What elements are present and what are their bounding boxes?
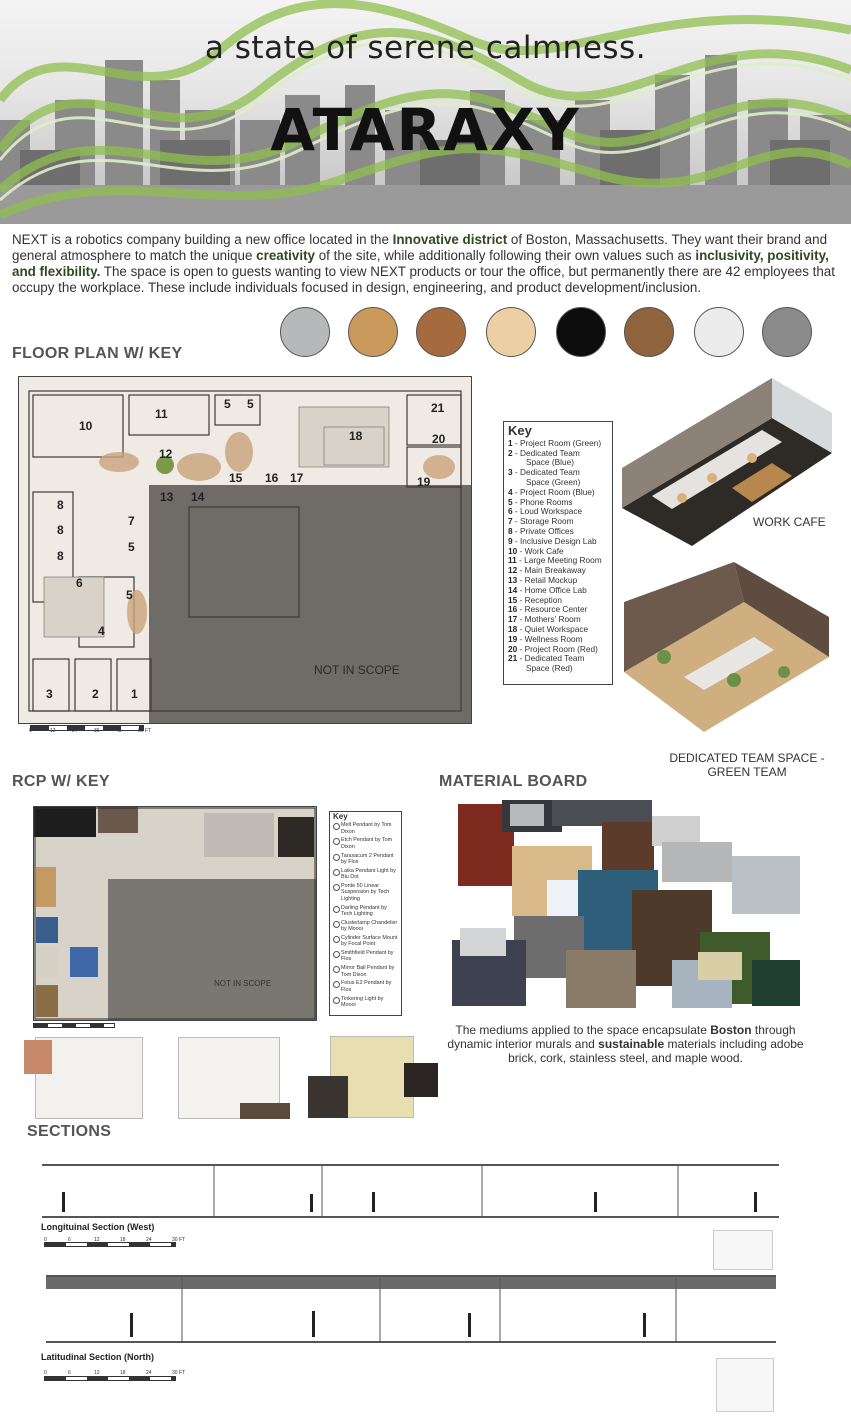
key-item: 4 - Project Room (Blue) xyxy=(508,486,595,497)
longitudinal-section-drawing xyxy=(42,1164,779,1218)
floor-plan-drawing xyxy=(18,376,472,724)
scale-bar-labels: 0 12 24 36 48 60 FT xyxy=(29,728,152,734)
key-item: 15 - Reception xyxy=(508,594,562,605)
rcp-heading: RCP W/ KEY xyxy=(12,773,110,790)
swatch-adobe-brick xyxy=(416,307,466,357)
key-item: 3 - Dedicated Team xyxy=(508,467,580,478)
room-label: 17 xyxy=(290,471,304,485)
rcp-key-item: Laika Pendant Light by Blu Dot xyxy=(333,868,398,881)
room-label: 12 xyxy=(159,447,173,461)
section-key-plan-image xyxy=(713,1230,773,1270)
page-title: ATARAXY xyxy=(270,96,581,164)
latitudinal-section-label: Latitudinal Section (North) xyxy=(41,1352,154,1362)
room-label: 5 xyxy=(126,588,133,602)
key-item: 19 - Wellness Room xyxy=(508,633,583,644)
swatch-black xyxy=(556,307,606,357)
room-label: 18 xyxy=(349,429,363,443)
rcp-key-item: Mirror Ball Pendant by Tom Dixon xyxy=(333,965,398,978)
key-item: 16 - Resource Center xyxy=(508,604,588,615)
section-key-plan-image xyxy=(716,1358,774,1412)
key-item: 18 - Quiet Workspace xyxy=(508,623,589,634)
swatch-walnut-wood xyxy=(624,307,674,357)
room-label: 11 xyxy=(155,407,168,421)
team-space-render xyxy=(624,562,829,737)
room-label: 8 xyxy=(57,498,64,512)
rcp-scale-bar xyxy=(33,1023,115,1028)
room-label: 15 xyxy=(229,471,243,485)
key-title: Key xyxy=(508,423,532,438)
key-item: 13 - Retail Mockup xyxy=(508,574,578,585)
sketch-photo-image xyxy=(308,1076,348,1118)
rcp-key-item: Clusterlamp Chandelier by Moooi xyxy=(333,920,398,933)
room-label: 4 xyxy=(98,624,105,638)
material-board-heading: MATERIAL BOARD xyxy=(439,773,588,790)
room-label: 1 xyxy=(131,687,138,701)
rcp-key-item: Etch Pendant by Tom Dixon xyxy=(333,837,398,850)
key-item: 2 - Dedicated Team xyxy=(508,447,580,458)
room-label: 2 xyxy=(92,687,99,701)
key-item: 9 - Inclusive Design Lab xyxy=(508,535,597,546)
key-item: 5 - Phone Rooms xyxy=(508,496,573,507)
key-item: Space (Blue) xyxy=(526,457,574,468)
room-label: 8 xyxy=(57,523,64,537)
material-board-image xyxy=(452,796,802,1011)
not-in-scope-label: NOT IN SCOPE xyxy=(314,663,400,677)
room-label: 5 xyxy=(128,540,135,554)
key-item: 14 - Home Office Lab xyxy=(508,584,587,595)
key-item: Space (Red) xyxy=(526,663,573,674)
section-scale-labels: 0 6 12 18 24 30 FT xyxy=(44,1370,186,1376)
swatch-stainless-steel xyxy=(280,307,330,357)
latitudinal-section-drawing xyxy=(46,1275,776,1343)
key-item: 10 - Work Cafe xyxy=(508,545,564,556)
room-label: 8 xyxy=(57,549,64,563)
key-item: 1 - Project Room (Green) xyxy=(508,437,602,448)
header-banner xyxy=(0,0,851,224)
intro-paragraph: NEXT is a robotics company building a new office located in the Innovative district of Boston, Massachusetts. They want their brand and general atmosphere to match the unique creativity of the site, while additionally following their own values such as inclusivity, positivity, and flexibility. The space is open to guests wanting to view NEXT products or tour the office, but permanently there are 42 employees that occupy the workplace. These include individuals focused in design, engineering, and product development/inclusion. xyxy=(12,232,835,295)
work-cafe-caption: WORK CAFE xyxy=(753,515,826,529)
sketch-swatch-image xyxy=(24,1040,52,1074)
rcp-key-item: Smithfield Pendant by Flos xyxy=(333,950,398,963)
room-label: 19 xyxy=(417,475,431,489)
rcp-key-list xyxy=(333,822,398,1008)
key-item: Space (Green) xyxy=(526,476,581,487)
key-item: 17 - Mothers' Room xyxy=(508,614,581,625)
key-item: 6 - Loud Workspace xyxy=(508,506,583,517)
material-board-description: The mediums applied to the space encapsulate Boston through dynamic interior murals and sustainable materials including adobe brick, cork, stainless steel, and maple wood. xyxy=(447,1023,804,1065)
rcp-drawing xyxy=(33,806,317,1021)
rcp-key-title: Key xyxy=(333,812,348,821)
tagline: a state of serene calmness. xyxy=(204,30,647,66)
rcp-key xyxy=(329,811,402,1016)
room-label: 5 xyxy=(247,397,254,411)
room-label: 3 xyxy=(46,687,53,701)
room-label: 5 xyxy=(224,397,231,411)
section-scale-bar xyxy=(44,1376,176,1381)
rcp-key-item: Tinkering Light by Moooi xyxy=(333,996,398,1009)
key-item: 8 - Private Offices xyxy=(508,525,574,536)
room-label: 13 xyxy=(160,490,174,504)
sketch-detail-image xyxy=(240,1103,290,1119)
rcp-key-item: Cylinder Surface Mount by Focal Point xyxy=(333,935,398,948)
longitudinal-section-label: Longituinal Section (West) xyxy=(41,1222,155,1232)
room-label: 21 xyxy=(431,401,445,415)
key-item: 21 - Dedicated Team xyxy=(508,653,585,664)
rcp-key-item: Fotus E2 Pendant by Flos xyxy=(333,980,398,993)
room-label: 10 xyxy=(79,419,93,433)
key-item: 7 - Storage Room xyxy=(508,516,574,527)
swatch-concrete xyxy=(762,307,812,357)
key-item: 12 - Main Breakaway xyxy=(508,565,586,576)
rcp-key-item: Taraxacum 2 Pendant by Flos xyxy=(333,853,398,866)
room-label: 7 xyxy=(128,514,135,528)
floor-plan-heading: FLOOR PLAN W/ KEY xyxy=(12,345,183,362)
floor-plan-key xyxy=(503,421,613,685)
sketch-photo-image xyxy=(404,1063,438,1097)
room-label: 6 xyxy=(76,576,83,590)
room-label: 14 xyxy=(191,490,205,504)
key-item: 11 - Large Meeting Room xyxy=(508,555,602,566)
team-space-caption: DEDICATED TEAM SPACE - GREEN TEAM xyxy=(669,751,825,779)
key-item: 20 - Project Room (Red) xyxy=(508,643,598,654)
rcp-key-item: Ponte 50 Linear Suspension by Tech Lighting xyxy=(333,883,398,902)
rcp-not-in-scope-label: NOT IN SCOPE xyxy=(214,979,272,988)
swatch-maple-wood xyxy=(486,307,536,357)
sections-heading: SECTIONS xyxy=(27,1123,112,1140)
rcp-key-item: Darling Pendant by Tech Lighting xyxy=(333,905,398,918)
room-label: 16 xyxy=(265,471,279,485)
key-list xyxy=(508,439,608,674)
room-label: 20 xyxy=(432,432,446,446)
swatch-white-fabric xyxy=(694,307,744,357)
rcp-key-item: Melt Pendant by Tom Dixon xyxy=(333,822,398,835)
section-scale-labels: 0 6 12 18 24 30 FT xyxy=(44,1237,186,1243)
swatch-cork xyxy=(348,307,398,357)
